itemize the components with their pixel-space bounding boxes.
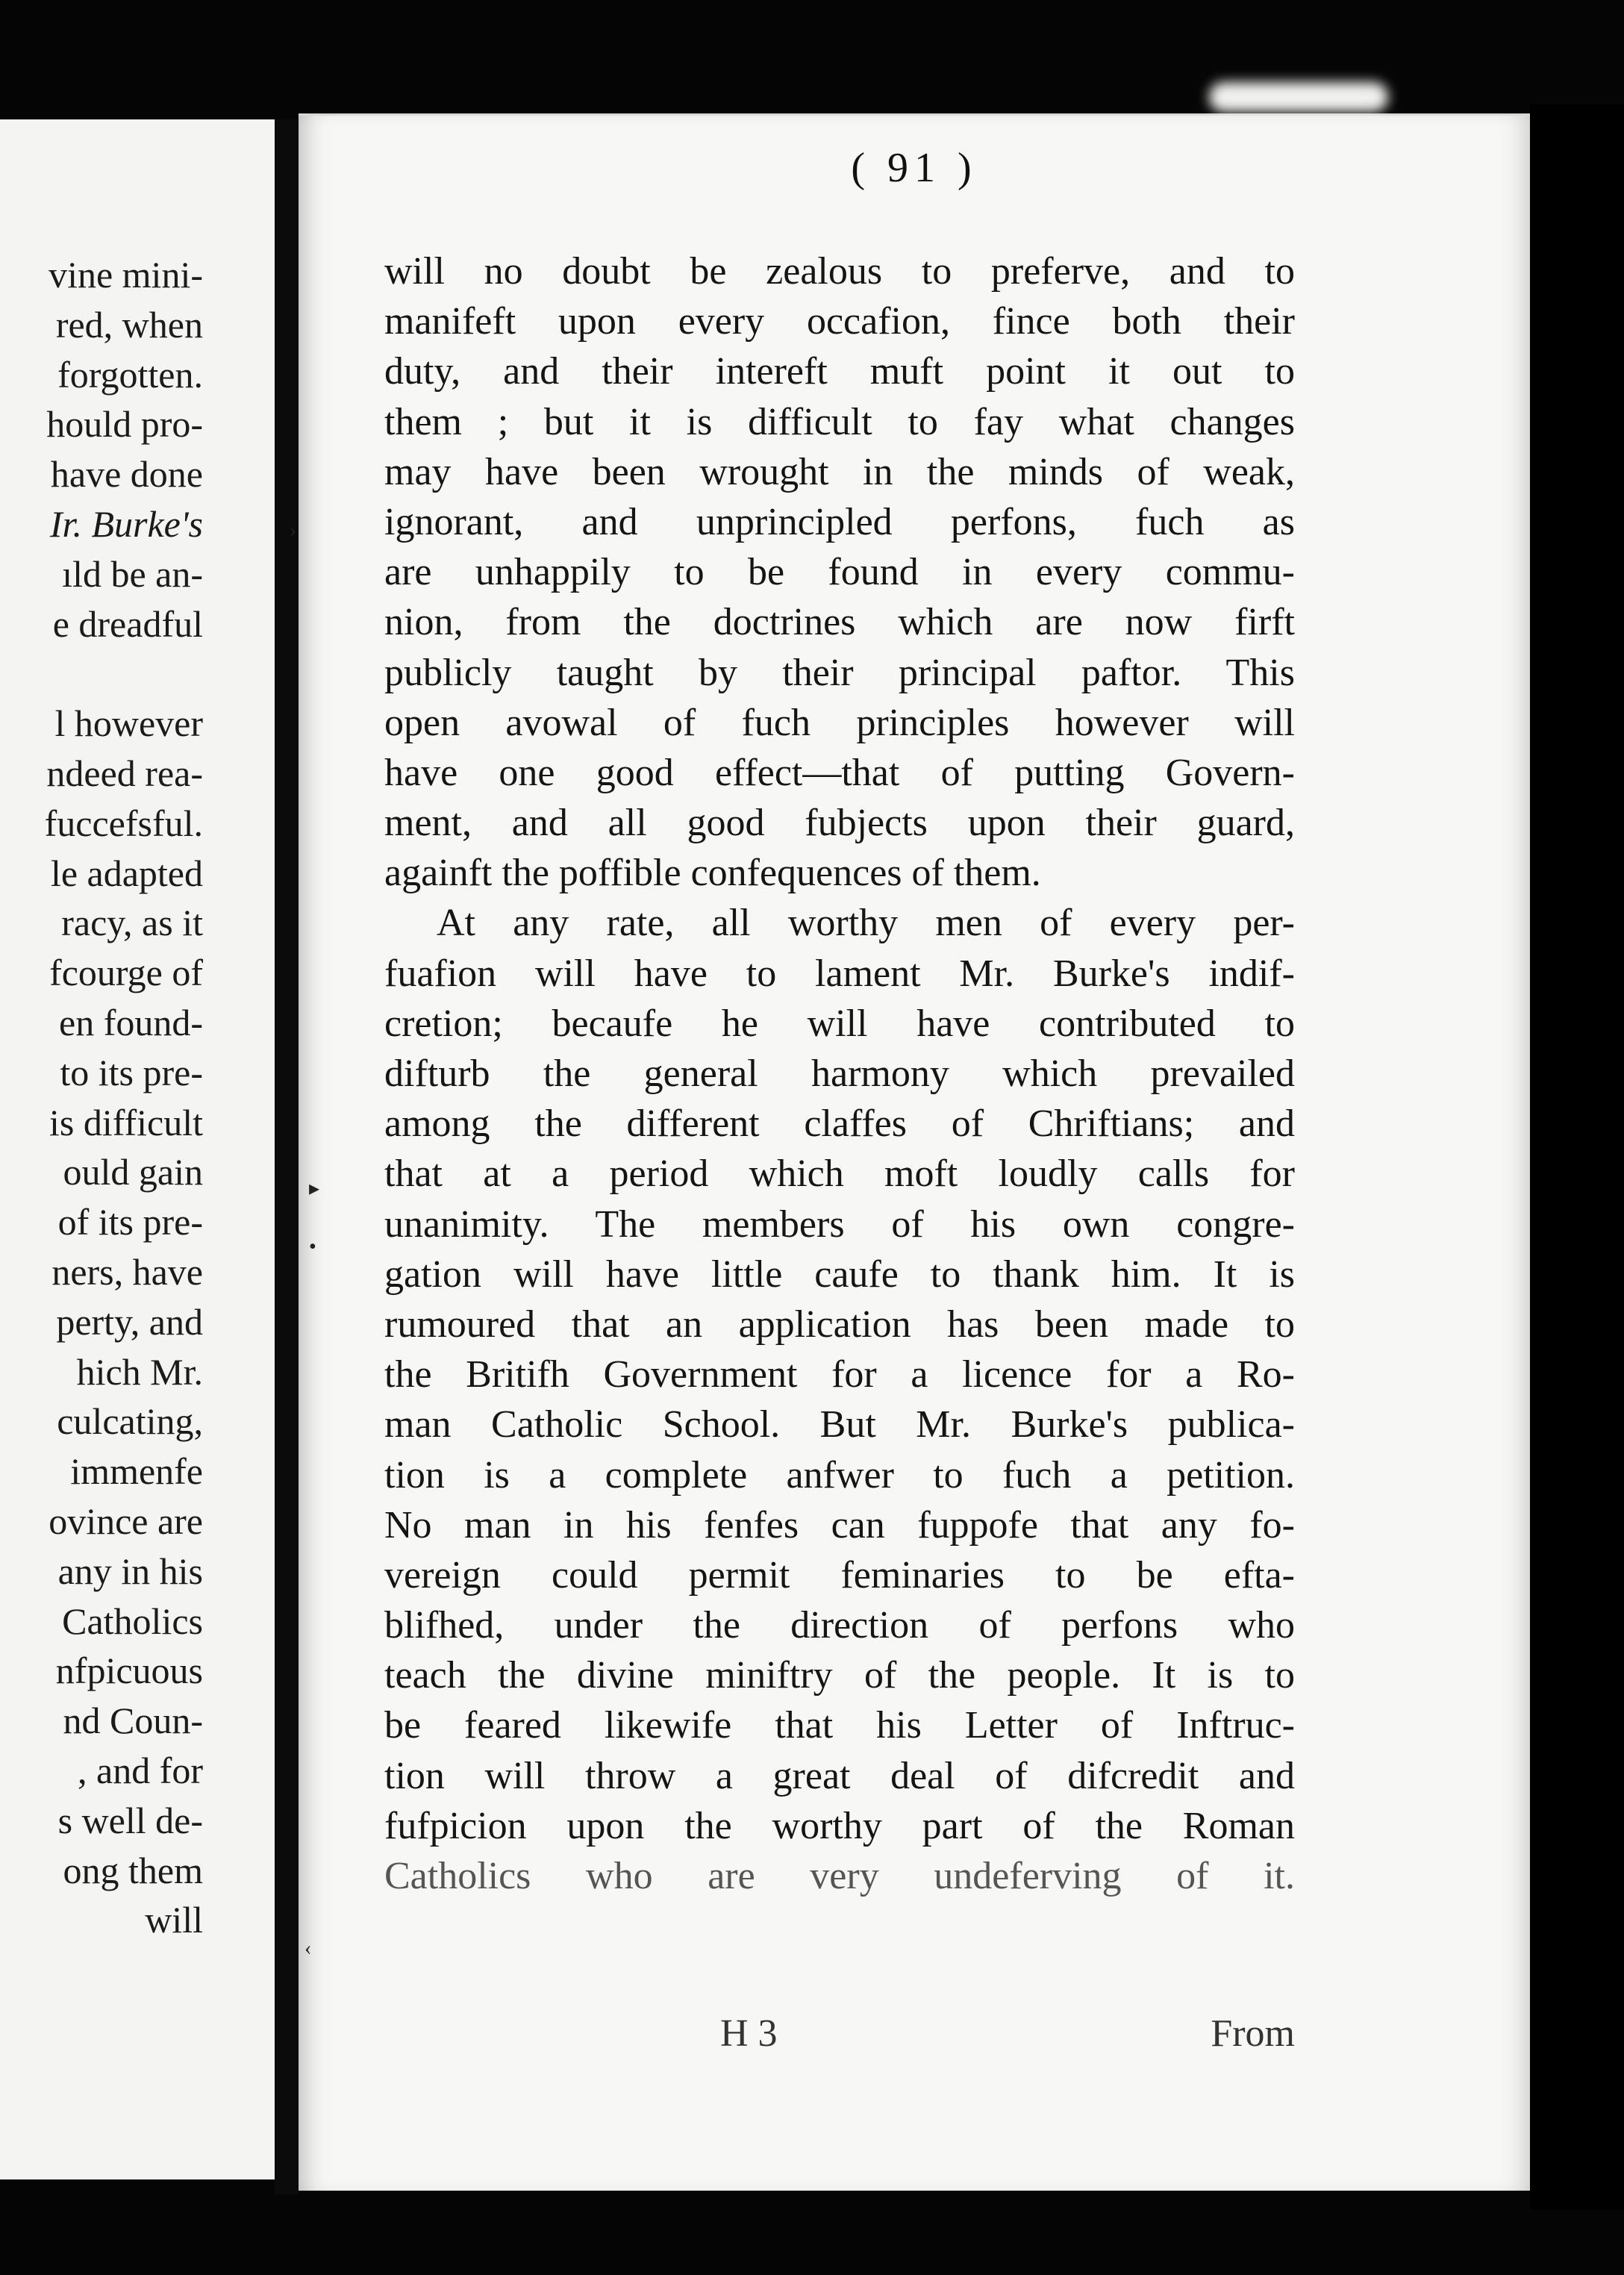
left-line: hich Mr. (76, 1350, 203, 1393)
left-line: ndeed rea- (46, 752, 203, 794)
right-border-shadow (1530, 104, 1624, 2209)
text-line: duty, and their intereft muft point it out to (384, 350, 1295, 393)
text-line: teach the divine miniftry of the people. It is to (384, 1654, 1295, 1697)
left-line: en found- (59, 1001, 203, 1043)
left-line: to its pre- (60, 1051, 203, 1093)
text-line: ment, and all good fubjects upon their guard, (384, 802, 1295, 845)
text-line: the Britifh Government for a licence for a Ro- (384, 1353, 1295, 1396)
left-line: ıld be an- (62, 552, 203, 595)
left-line: le adapted (50, 852, 203, 894)
text-line: rumoured that an application has been made to (384, 1302, 1295, 1346)
text-line: At any rate, all worthy men of every per- (437, 902, 1295, 945)
left-line: ners, have (51, 1250, 203, 1293)
text-line: publicly taught by their principal paftor. This (384, 651, 1295, 694)
left-line: l however (54, 702, 203, 745)
text-line: fuafion will have to lament Mr. Burke's indif- (384, 952, 1295, 995)
scan-glare (1209, 82, 1388, 112)
page-number: ( 91 ) (851, 145, 978, 191)
text-line: be feared likewife that his Letter of Inftruc- (384, 1704, 1295, 1747)
catchword: From (1211, 2012, 1295, 2055)
text-line: are unhappily to be found in every commu- (384, 551, 1295, 594)
text-line: vereign could permit feminaries to be efta- (384, 1553, 1295, 1597)
left-line: nfpicuous (55, 1650, 203, 1692)
left-line: forgotten. (57, 353, 203, 396)
margin-speck: • (309, 1235, 316, 1258)
page-body-text (384, 246, 1295, 1901)
text-line: that at a period which moft loudly calls for (384, 1152, 1295, 1196)
text-line: them ; but it is difficult to fay what changes (384, 400, 1295, 443)
left-line: e dreadful (52, 602, 203, 645)
left-line: have done (50, 453, 203, 496)
left-line: hould pro- (46, 403, 203, 446)
text-line: have one good effect—that of putting Govern- (384, 751, 1295, 794)
text-line: fufpicion upon the worthy part of the Roman (384, 1804, 1295, 1847)
text-line: difturb the general harmony which prevailed (384, 1052, 1295, 1095)
left-line: Ir. Burke's (49, 502, 203, 545)
text-line: nion, from the doctrines which are now firft (384, 601, 1295, 644)
left-line: culcating, (57, 1400, 203, 1443)
left-line: perty, and (56, 1300, 203, 1343)
left-line: of its pre- (57, 1201, 203, 1243)
left-line: vine mini- (49, 254, 203, 296)
left-line: fcourge of (49, 952, 203, 994)
left-line: fuccefsful. (44, 802, 203, 844)
text-line: will no doubt be zealous to preferve, and to (384, 250, 1295, 293)
text-line: tion will throw a great deal of difcredit and (384, 1754, 1295, 1797)
text-line: againft the poffible confequences of them. (384, 852, 1041, 895)
left-line: Catholics (62, 1600, 203, 1642)
left-line: ovince are (49, 1499, 203, 1542)
text-line: gation will have little caufe to thank him. It is (384, 1252, 1295, 1296)
left-line: any in his (57, 1550, 203, 1592)
left-line: immenfe (70, 1450, 203, 1493)
left-page-text (0, 250, 203, 1945)
text-line: blifhed, under the direction of perfons who (384, 1604, 1295, 1647)
text-line: tion is a complete anfwer to fuch a petition. (384, 1453, 1295, 1497)
text-line: manifeft upon every occafion, fince both their (384, 300, 1295, 343)
text-line: open avowal of fuch principles however will (384, 701, 1295, 744)
text-line: No man in his fenfes can fuppofe that any fo- (384, 1503, 1295, 1547)
signature-mark: H 3 (720, 2012, 778, 2055)
left-line: is difficult (49, 1101, 203, 1143)
left-line: ong them (63, 1849, 203, 1891)
left-line: nd Coun- (63, 1700, 203, 1742)
text-line: among the different claffes of Chriftians; and (384, 1102, 1295, 1146)
margin-speck: › (290, 519, 297, 542)
right-page (290, 113, 1530, 2191)
left-line: racy, as it (61, 902, 203, 944)
text-line: man Catholic School. But Mr. Burke's publica- (384, 1403, 1295, 1447)
text-line: unanimity. The members of his own congre- (384, 1202, 1295, 1246)
text-line: cretion; becaufe he will have contributed to (384, 1002, 1295, 1045)
left-paragraph-gap (0, 649, 203, 699)
margin-speck: ‹ (304, 1937, 312, 1960)
left-line: s well de- (57, 1799, 203, 1841)
text-line: may have been wrought in the minds of weak, (384, 450, 1295, 493)
left-line: ould gain (63, 1151, 203, 1193)
margin-speck: ▸ (309, 1177, 320, 1200)
text-line: ignorant, and unprincipled perfons, fuch as (384, 500, 1295, 543)
left-page-fragment (0, 119, 279, 2179)
text-line: Catholics who are very undeferving of it. (384, 1855, 1295, 1897)
left-line: red, when (55, 303, 203, 346)
left-line: , and for (78, 1749, 203, 1791)
left-line: will (145, 1899, 203, 1941)
book-gutter (275, 119, 299, 2194)
